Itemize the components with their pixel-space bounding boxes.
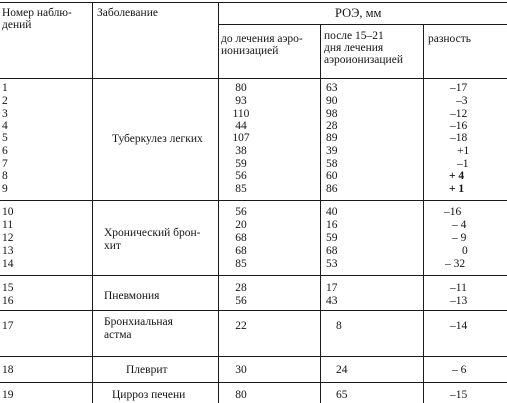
cell-before: 85	[235, 183, 247, 195]
cell-after: 86	[326, 183, 338, 195]
cell-before: 38	[235, 145, 247, 157]
cell-before: 80	[235, 389, 247, 401]
cell-before: 110	[232, 108, 250, 120]
cell-diff: –18	[450, 132, 468, 144]
rule-col-before	[320, 24, 321, 403]
cell-before: 68	[235, 245, 247, 257]
cell-diff: – 4	[452, 219, 467, 231]
disease-label: астма	[104, 329, 132, 341]
cell-diff: –14	[450, 320, 468, 332]
cell-before: 56	[235, 170, 247, 182]
cell-number: 17	[2, 320, 14, 332]
rule-top	[0, 2, 507, 3]
cell-diff: 0	[462, 245, 468, 257]
cell-number: 5	[2, 132, 8, 144]
rule-col-after	[423, 24, 424, 403]
cell-before: 56	[235, 295, 247, 307]
cell-number: 15	[2, 282, 14, 294]
cell-after: 39	[326, 145, 338, 157]
cell-number: 19	[2, 389, 14, 401]
rule-group4-bottom	[0, 356, 507, 357]
cell-number: 13	[2, 245, 14, 257]
cell-before: 28	[235, 282, 247, 294]
cell-number: 7	[2, 158, 8, 170]
cell-after: 53	[326, 258, 338, 270]
rule-col-num	[92, 2, 93, 403]
cell-diff: –1	[457, 158, 469, 170]
cell-number: 6	[2, 145, 8, 157]
cell-number: 3	[2, 108, 8, 120]
cell-before: 85	[235, 258, 247, 270]
disease-label: Хронический брон-	[104, 227, 201, 239]
disease-label: Пневмония	[104, 290, 160, 302]
rule-group1-bottom	[0, 200, 507, 201]
cell-diff: –12	[450, 108, 468, 120]
cell-number: 8	[2, 170, 8, 182]
cell-diff: + 4	[449, 170, 465, 182]
header-diff: разность	[428, 33, 471, 45]
cell-after: 63	[326, 82, 338, 94]
cell-number: 18	[2, 364, 14, 376]
disease-label: хит	[104, 240, 121, 252]
cell-after: 59	[326, 232, 338, 244]
cell-before: 20	[235, 219, 247, 231]
header-after-line2: дня лечения	[324, 42, 384, 54]
rule-group5-bottom	[0, 382, 507, 383]
cell-number: 10	[2, 206, 14, 218]
cell-before: 68	[235, 232, 247, 244]
cell-number: 14	[2, 258, 14, 270]
header-before-line2: ионизацией	[221, 45, 279, 57]
cell-after: 40	[326, 206, 338, 218]
disease-label: Туберкулез легких	[112, 133, 203, 145]
rule-group2-bottom	[0, 275, 507, 276]
cell-after: 68	[326, 245, 338, 257]
disease-label: Бронхиальная	[104, 316, 173, 328]
cell-before: 59	[235, 158, 247, 170]
cell-after: 28	[326, 120, 338, 132]
cell-after: 24	[336, 364, 348, 376]
cell-diff: –16	[450, 120, 468, 132]
cell-diff: +1	[457, 145, 470, 157]
cell-number: 11	[2, 219, 14, 231]
cell-diff: –17	[450, 82, 468, 94]
cell-diff: + 1	[449, 183, 465, 195]
cell-before: 44	[235, 120, 247, 132]
cell-before: 93	[235, 95, 247, 107]
disease-label: Плеврит	[126, 364, 168, 376]
cell-before: 30	[235, 364, 247, 376]
header-before-line1: до лечения аэро-	[221, 33, 303, 45]
rule-col-disease	[218, 2, 219, 403]
cell-before: 80	[235, 82, 247, 94]
cell-number: 4	[2, 120, 8, 132]
cell-after: 17	[326, 282, 338, 294]
cell-before: 56	[235, 206, 247, 218]
cell-number: 16	[2, 295, 14, 307]
cell-diff: –16	[444, 206, 462, 218]
cell-before: 107	[232, 132, 250, 144]
header-after-line1: после 15–21	[324, 30, 384, 42]
cell-diff: – 6	[452, 364, 467, 376]
cell-after: 89	[326, 132, 338, 144]
cell-diff: –13	[450, 295, 468, 307]
rule-group3-bottom	[0, 310, 507, 311]
cell-after: 60	[326, 170, 338, 182]
header-after-line3: аэроионизацией	[324, 54, 403, 66]
header-roe: РОЭ, мм	[335, 6, 382, 20]
cell-after: 58	[326, 158, 338, 170]
header-num-line1: Номер наблю-	[2, 7, 72, 19]
cell-number: 1	[2, 82, 8, 94]
cell-after: 16	[326, 219, 338, 231]
cell-diff: – 9	[452, 232, 467, 244]
rule-header-bottom	[0, 78, 507, 79]
header-num-line2: дений	[2, 19, 32, 31]
disease-label: Цирроз печени	[112, 389, 186, 401]
rule-roe-under	[218, 24, 507, 25]
cell-number: 9	[2, 183, 8, 195]
cell-after: 8	[336, 320, 342, 332]
cell-diff: –11	[450, 282, 467, 294]
header-disease: Заболевание	[97, 7, 158, 19]
cell-after: 98	[326, 108, 338, 120]
cell-after: 65	[336, 389, 348, 401]
cell-diff: –3	[456, 95, 468, 107]
cell-diff: –15	[450, 389, 468, 401]
cell-before: 22	[235, 320, 247, 332]
cell-after: 90	[326, 95, 338, 107]
cell-number: 2	[2, 95, 8, 107]
cell-number: 12	[2, 232, 14, 244]
cell-after: 43	[326, 295, 338, 307]
cell-diff: – 32	[445, 258, 466, 270]
